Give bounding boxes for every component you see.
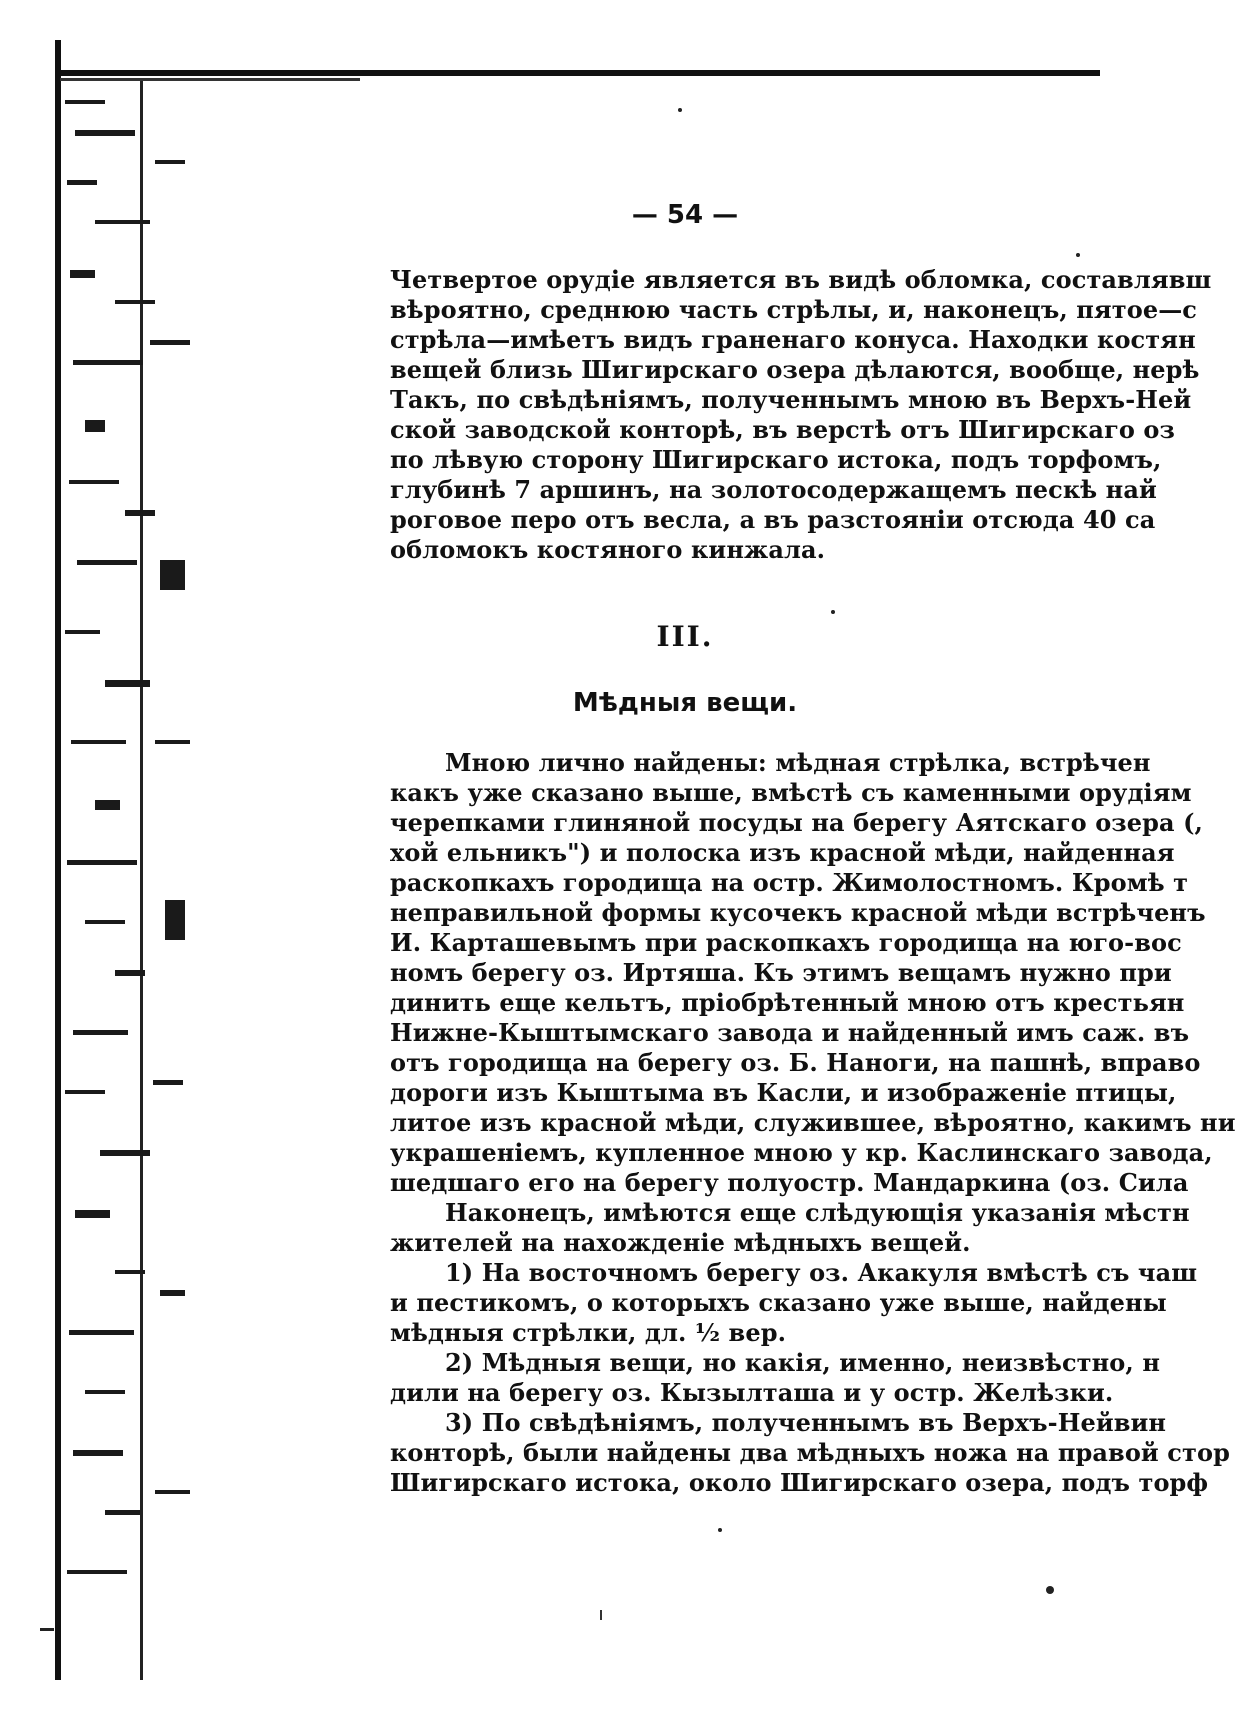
text-line: отъ городища на берегу оз. Б. Наноги, на пашнѣ, вправо — [390, 1048, 1201, 1077]
section-title: Мѣдныя вещи. — [572, 688, 798, 718]
text-line: неправильной формы кусочекъ красной мѣди встрѣченъ — [390, 898, 1206, 927]
text-line: вѣроятно, среднюю часть стрѣлы, и, наконецъ, пятое—с — [390, 295, 1198, 324]
paragraph-bone-finds — [390, 265, 1211, 565]
text-line: по лѣвую сторону Шигирскаго истока, подъ торфомъ, — [390, 445, 1162, 474]
binding-noise — [65, 100, 190, 1574]
text-line: хой ельникъ") и полоска изъ красной мѣди, найденная — [390, 838, 1175, 867]
top-border-rule — [60, 60, 1100, 90]
text-line: 3) По свѣдѣніямъ, полученнымъ въ Верхъ-Нейвин — [445, 1408, 1167, 1437]
text-line: 1) На восточномъ берегу оз. Акакуля вмѣстѣ съ чаш — [445, 1258, 1198, 1287]
text-line: вещей близь Шигирскаго озера дѣлаются, вообще, нерѣ — [390, 355, 1200, 384]
text-line: Нижне-Кыштымскаго завода и найденный имъ саж. въ — [390, 1018, 1190, 1047]
text-line: номъ берегу оз. Иртяша. Къ этимъ вещамъ нужно при — [390, 958, 1172, 987]
text-line: Такъ, по свѣдѣніямъ, полученнымъ мною въ Верхъ-Ней — [390, 385, 1192, 414]
text-line: И. Карташевымъ при раскопкахъ городища на юго-вос — [390, 928, 1182, 957]
text-line: и пестикомъ, о которыхъ сказано уже выше, найдены — [390, 1288, 1167, 1317]
text-line: ской заводской конторѣ, въ верстѣ отъ Шигирскаго оз — [390, 415, 1175, 444]
text-line: черепками глиняной посуды на берегу Аятскаго озера (, — [390, 808, 1203, 837]
text-line: какъ уже сказано выше, вмѣстѣ съ каменными орудіям — [390, 778, 1192, 807]
text-line: мѣдныя стрѣлки, дл. ½ вер. — [390, 1318, 787, 1347]
text-line: 2) Мѣдныя вещи, но какія, именно, неизвѣстно, н — [445, 1348, 1160, 1377]
book-binding-margin — [55, 40, 205, 1680]
text-line: глубинѣ 7 аршинъ, на золотосодержащемъ пескѣ най — [390, 475, 1157, 504]
text-line: дороги изъ Кыштыма въ Касли, и изображеніе птицы, — [390, 1078, 1177, 1107]
text-line: Шигирскаго истока, около Шигирскаго озера, подъ торф — [390, 1468, 1209, 1497]
text-line: раскопкахъ городища на остр. Жимолостномъ. Кромѣ т — [390, 868, 1189, 897]
text-line: динить еще кельтъ, пріобрѣтенный мною отъ крестьян — [390, 988, 1185, 1017]
text-line: стрѣла—имѣетъ видъ граненаго конуса. Находки костян — [390, 325, 1196, 354]
text-line: Четвертое орудіе является въ видѣ обломка, составлявш — [390, 265, 1212, 294]
text-column — [390, 200, 1236, 1550]
binding-edge-line — [55, 40, 61, 1680]
section-number: III. — [656, 620, 714, 653]
text-line: обломокъ костяного кинжала. — [390, 535, 826, 564]
top-border-line — [60, 70, 1100, 76]
text-line: конторѣ, были найдены два мѣдныхъ ножа на правой стор — [390, 1438, 1230, 1467]
text-line: жителей на нахожденіе мѣдныхъ вещей. — [390, 1228, 971, 1257]
text-line: Наконецъ, имѣются еще слѣдующія указанія мѣстн — [445, 1198, 1190, 1227]
text-line: дили на берегу оз. Кызылташа и у остр. Желѣзки. — [390, 1378, 1114, 1407]
text-line: роговое перо отъ весла, а въ разстояніи отсюда 40 са — [390, 505, 1156, 534]
page-number: — 54 — — [631, 200, 739, 230]
text-line: литое изъ красной мѣди, служившее, вѣроятно, какимъ ни — [390, 1108, 1236, 1137]
binding-inner-line — [140, 80, 143, 1680]
text-line: Мною лично найдены: мѣдная стрѣлка, встрѣчен — [445, 748, 1151, 777]
paragraph-copper-finds — [390, 748, 1236, 1498]
text-line: шедшаго его на берегу полуостр. Мандаркина (оз. Сила — [390, 1168, 1189, 1197]
text-line: украшеніемъ, купленное мною у кр. Каслинскаго завода, — [390, 1138, 1213, 1167]
